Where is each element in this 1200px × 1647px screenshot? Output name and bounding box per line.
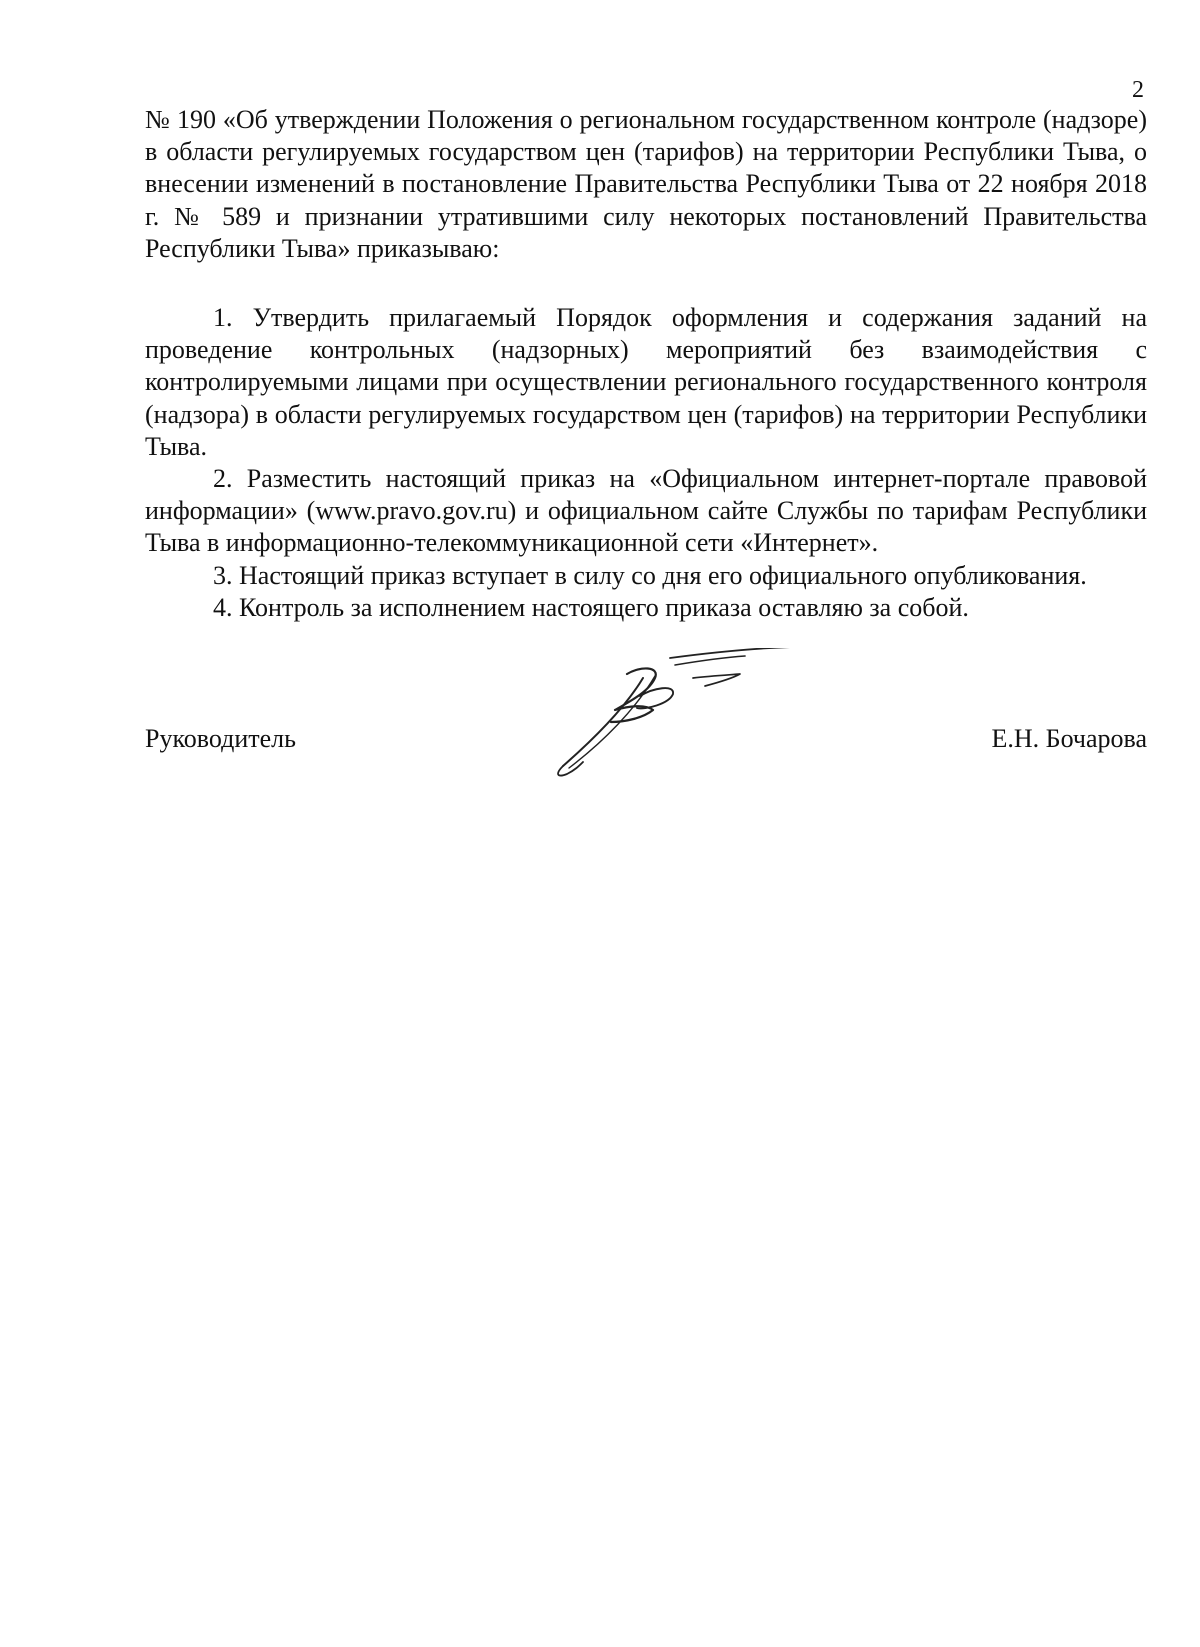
signer-position: Руководитель xyxy=(145,724,296,753)
handwritten-signature xyxy=(545,648,835,798)
page-number: 2 xyxy=(1132,77,1144,103)
signer-name: Е.Н. Бочарова xyxy=(991,724,1147,753)
intro-paragraph: № 190 «Об утверждении Положения о региональном государственном контроле (надзоре) в области регулируемых государством цен (тарифов) на территории Республики Тыва, о внесении изменений в постановление Правительства Республики Тыва от 22 ноября 2018 г. № 589 и признании утратившими силу некоторых постановлений Правительства Республики Тыва» приказываю: xyxy=(145,105,1147,263)
document-body xyxy=(145,104,1147,624)
order-item-2: 2. Разместить настоящий приказ на «Официальном интернет-портале правовой информации» (www.pravo.gov.ru) и официальном сайте Службы по тарифам Республики Тыва в информационно-телекоммуникационной сети «Интернет». xyxy=(145,464,1147,558)
order-item-4: 4. Контроль за исполнением настоящего приказа оставляю за собой. xyxy=(213,592,969,622)
order-item-3: 3. Настоящий приказ вступает в силу со дня его официального опубликования. xyxy=(213,560,1087,590)
order-item-1: 1. Утвердить прилагаемый Порядок оформления и содержания заданий на проведение контрольных (надзорных) мероприятий без взаимодействия с контролируемыми лицами при осуществлении регионального государственного контроля (надзора) в области регулируемых государством цен (тарифов) на территории Республики Тыва. xyxy=(145,303,1147,461)
